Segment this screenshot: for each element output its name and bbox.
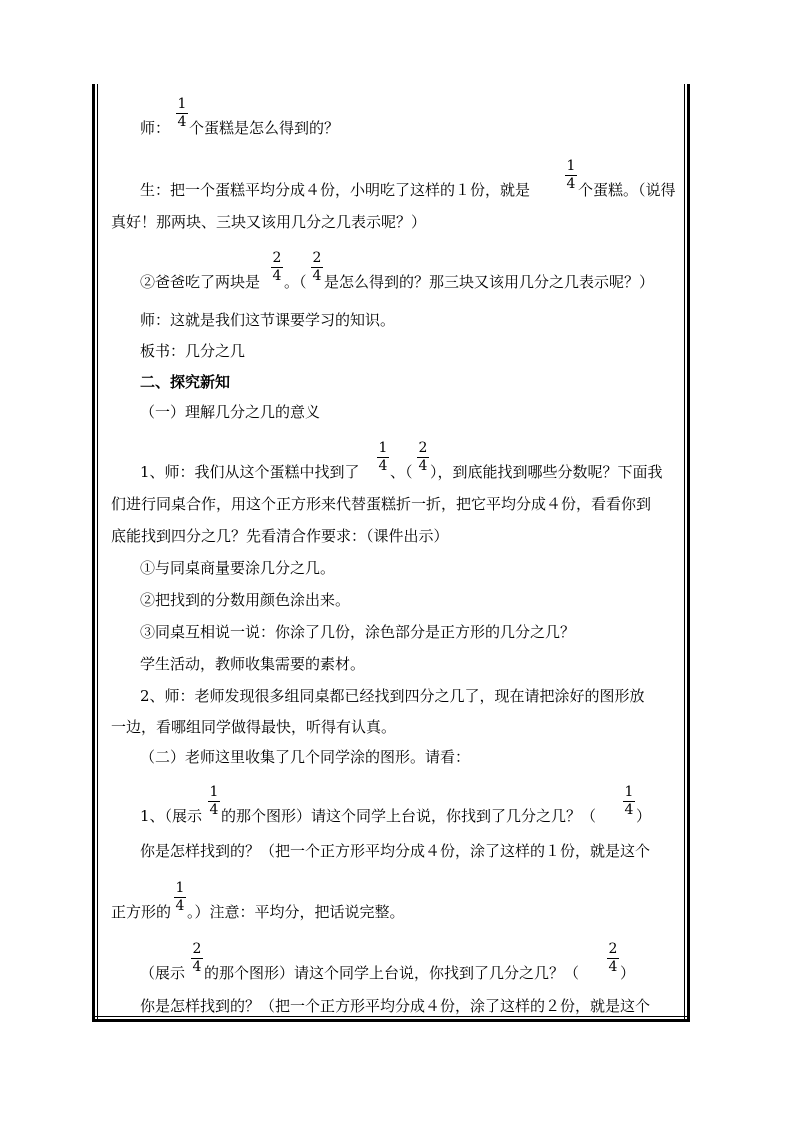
paragraph-line <box>140 622 575 642</box>
line-text: ①与同桌商量要涂几分之几。 <box>140 559 336 577</box>
fraction-two-quarters: $\frac{2}{4}$ <box>272 250 282 284</box>
line-text: 生：把一个蛋糕平均分成４份，小明吃了这样的１份，就是 <box>140 181 531 199</box>
line-text: 二、探究新知 <box>140 373 231 391</box>
fraction-two-quarters: $\frac{2}{4}$ <box>192 941 202 975</box>
line-text: 个蛋糕是怎么得到的？ <box>189 119 340 137</box>
fraction-one-quarter: $\frac{1}{4}$ <box>177 96 187 130</box>
line-text: 底能找到四分之几？先看清合作要求：（课件出示） <box>111 527 449 545</box>
line-text: 。（ <box>284 273 307 291</box>
paragraph-line <box>140 341 245 361</box>
line-text: 是怎么得到的？那三块又该用几分之几表示呢？） <box>324 273 655 291</box>
fraction-one-quarter: $\frac{1}{4}$ <box>209 784 219 818</box>
paragraph-line <box>140 180 530 200</box>
line-text: ②爸爸吃了两块是 <box>140 273 261 291</box>
paragraph-line <box>140 747 470 767</box>
bottom-border-inner <box>92 1016 690 1017</box>
paragraph-line <box>140 841 650 861</box>
line-text: 1、（展示 <box>140 807 203 825</box>
line-text: 1、师：我们从这个蛋糕中找到了 <box>140 463 360 481</box>
line-text: 们进行同桌合作，用这个正方形来代替蛋糕折一折，把它平均分成４份，看看你到 <box>111 495 652 513</box>
paragraph-line <box>111 494 651 514</box>
paragraph-line <box>187 902 405 922</box>
paragraph-line <box>636 806 651 826</box>
fraction-two-quarters: $\frac{2}{4}$ <box>418 440 428 474</box>
paragraph-line <box>390 462 413 482</box>
paragraph-line <box>189 118 339 138</box>
line-text: ） <box>636 807 652 825</box>
fraction-two-quarters: $\frac{2}{4}$ <box>608 941 618 975</box>
paragraph-line <box>140 462 360 482</box>
paragraph-line <box>140 996 650 1016</box>
paragraph-line <box>140 806 202 826</box>
line-text: ），到底能找到哪些分数呢？下面我 <box>430 463 663 481</box>
line-text: （二）老师这里收集了几个同学涂的图形。请看： <box>140 748 471 766</box>
paragraph-line <box>284 272 307 292</box>
paragraph-line <box>140 118 170 138</box>
line-text: 正方形的 <box>111 903 172 921</box>
line-text: （一）理解几分之几的意义 <box>140 403 321 421</box>
paragraph-line <box>204 963 579 983</box>
paragraph-line <box>140 558 335 578</box>
left-border <box>92 84 95 1022</box>
line-text: 2、师：老师发现很多组同桌都已经找到四分之几了，现在请把涂好的图形放 <box>140 687 645 705</box>
line-text: 师： <box>140 119 171 137</box>
paragraph-line <box>140 402 320 422</box>
line-text: 学生活动，教师收集需要的素材。 <box>140 655 366 673</box>
paragraph-line <box>111 212 426 232</box>
fraction-two-quarters: $\frac{2}{4}$ <box>312 250 322 284</box>
paragraph-line <box>578 180 676 200</box>
fraction-one-quarter: $\frac{1}{4}$ <box>566 158 576 192</box>
line-text: 板书：几分之几 <box>140 342 246 360</box>
paragraph-line <box>620 963 635 983</box>
paragraph-line <box>324 272 654 292</box>
paragraph-line <box>430 462 663 482</box>
line-text: 你是怎样找到的？（把一个正方形平均分成４份，涂了这样的２份，就是这个 <box>140 997 651 1015</box>
line-text: 、（ <box>390 463 413 481</box>
paragraph-line <box>140 590 350 610</box>
line-text: 个蛋糕。（说得 <box>578 181 676 199</box>
paragraph-line <box>140 686 645 706</box>
paragraph-line <box>140 654 365 674</box>
line-text: ③同桌互相说一说：你涂了几份，涂色部分是正方形的几分之几？ <box>140 623 576 641</box>
line-text: 你是怎样找到的？（把一个正方形平均分成４份，涂了这样的１份，就是这个 <box>140 842 651 860</box>
line-text: 师：这就是我们这节课要学习的知识。 <box>140 311 396 329</box>
paragraph-line <box>111 902 171 922</box>
line-text: 一边，看哪组同学做得最快，听得有认真。 <box>111 718 397 736</box>
paragraph-line <box>111 717 396 737</box>
paragraph-line <box>140 272 260 292</box>
paragraph-line <box>221 806 596 826</box>
left-border-inner <box>97 84 98 1022</box>
line-text: ②把找到的分数用颜色涂出来。 <box>140 591 351 609</box>
paragraph-line <box>111 526 449 546</box>
right-border <box>687 84 690 1022</box>
line-text: （展示 <box>140 964 186 982</box>
fraction-one-quarter: $\frac{1}{4}$ <box>175 880 185 914</box>
line-text: 的那个图形）请这个同学上台说，你找到了几分之几？（ <box>204 964 580 982</box>
bottom-border <box>92 1019 690 1022</box>
paragraph-line <box>140 963 185 983</box>
line-text: 真好！那两块、三块又该用几分之几表示呢？） <box>111 213 427 231</box>
line-text: 。）注意：平均分，把话说完整。 <box>187 903 405 921</box>
line-text: ） <box>620 964 636 982</box>
fraction-one-quarter: $\frac{1}{4}$ <box>378 440 388 474</box>
section-heading <box>140 372 230 392</box>
fraction-one-quarter: $\frac{1}{4}$ <box>624 784 634 818</box>
right-border-inner <box>684 84 685 1022</box>
paragraph-line <box>140 310 395 330</box>
line-text: 的那个图形）请这个同学上台说，你找到了几分之几？（ <box>221 807 597 825</box>
